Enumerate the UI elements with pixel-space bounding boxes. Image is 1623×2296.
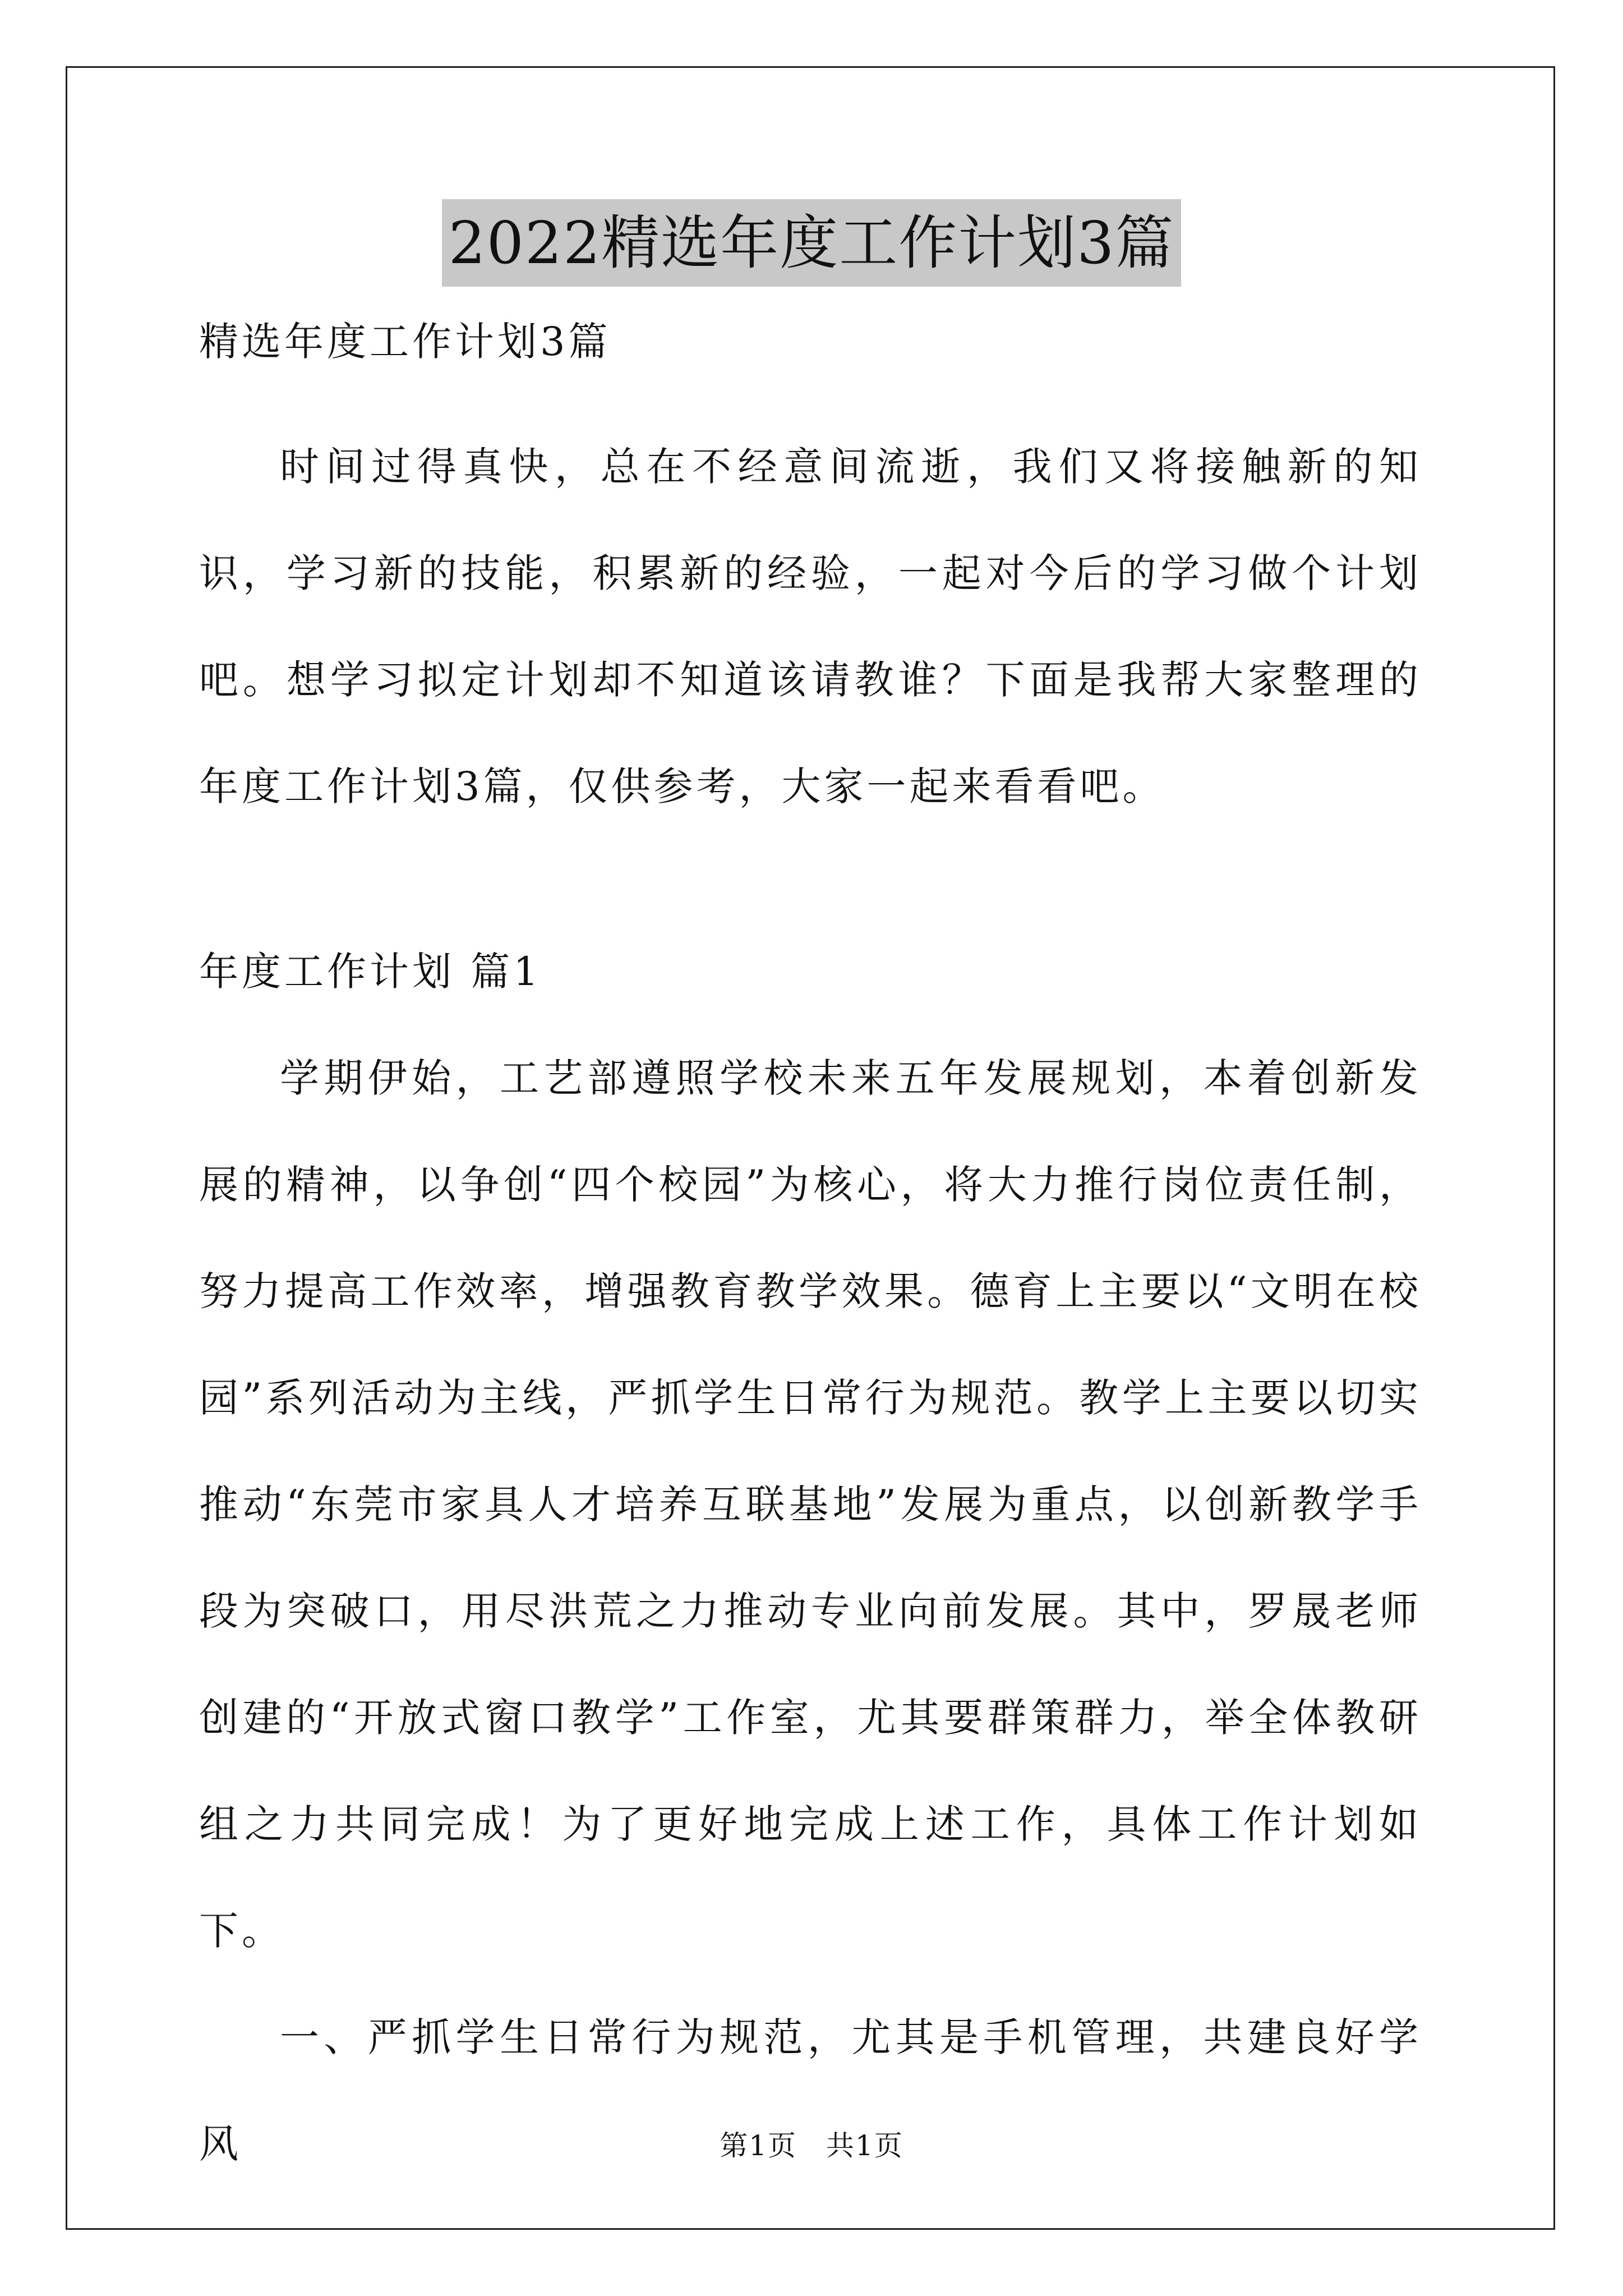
section-paragraph: 学期伊始，工艺部遵照学校未来五年发展规划，本着创新发展的精神，以争创“四个校园”为核心，将大力推行岗位责任制，努力提高工作效率，增强教育教学效果。德育上主要以“文明在校园”系列活动为主线，严抓学生日常行为规范。教学上主要以切实推动“东莞市家具人才培养互联基地”发展为重点，以创新教学手段为突破口，用尽洪荒之力推动专业向前发展。其中，罗晟老师创建的“开放式窗口教学”工作室，尤其要群策群力，举全体教研组之力共同完成！为了更好地完成上述工作，具体工作计划如下。 — [199, 1055, 1422, 1954]
document-body — [199, 306, 1422, 2197]
section-title: 年度工作计划 篇1 — [199, 949, 542, 995]
title-wrap — [0, 199, 1623, 287]
intro-paragraph: 时间过得真快，总在不经意间流逝，我们又将接触新的知识，学习新的技能，积累新的经验，一起对今后的学习做个计划吧。想学习拟定计划却不知道该请教谁？下面是我帮大家整理的年度工作计划3篇，仅供参考，大家一起来看看吧。 — [199, 444, 1422, 809]
document-title: 2022精选年度工作计划3篇 — [442, 199, 1182, 287]
page-footer: 第1页 共1页 — [720, 2129, 903, 2162]
list-item-heading: 一、严抓学生日常行为规范，尤其是手机管理，共建良好学风 — [199, 2014, 1422, 2167]
document-subtitle: 精选年度工作计划3篇 — [199, 319, 611, 365]
